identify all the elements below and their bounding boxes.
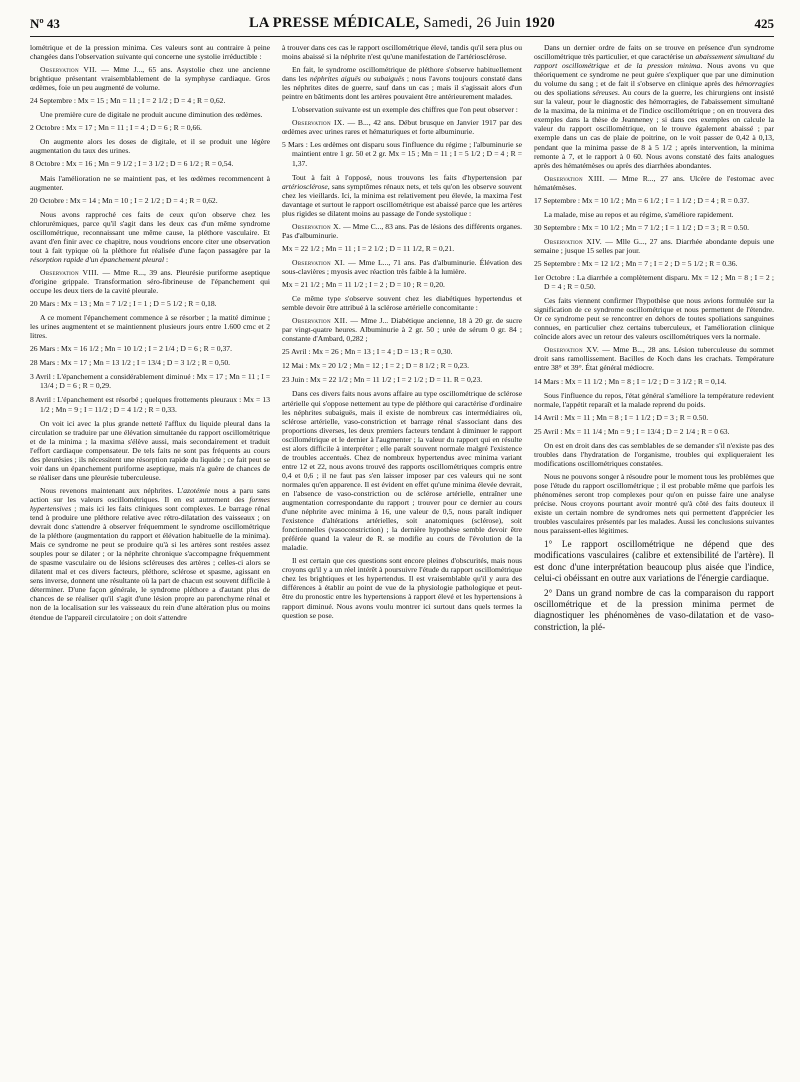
observation-title: Observation XIII.	[544, 173, 605, 183]
observation-title: Observation XIV.	[544, 236, 602, 246]
italic-run: résorption rapide d'un épanchement pleural	[30, 254, 165, 264]
measurement-line: Mx = 21 1/2 ; Mn = 11 1/2 ; I = 2 ; D = 10 ; R = 0,20.	[282, 280, 445, 290]
observation-text: — Mme L..., 71 ans. Pas d'albuminurie. Élévation des sous-clavières ; myosis avec réaction très faible à la lumière.	[282, 257, 522, 276]
italic-run: séreuses	[592, 88, 618, 98]
measurement-line: 25 Septembre : Mx = 12 1/2 ; Mn = 7 ; I = 2 ; D = 5 1/2 ; R = 0.36.	[534, 258, 738, 268]
paragraph	[534, 43, 774, 170]
paragraph: L'observation suivante est un exemple des chiffres que l'on peut observer :	[292, 105, 518, 115]
column-1	[30, 43, 270, 637]
observation-7	[30, 65, 270, 92]
paragraph: On voit ici avec la plus grande netteté l'afflux du liquide pleural dans la circulation se traduire par une élévation simultanée du rapport oscillométrique et de la minima ; la maxima s'élève aussi, mais secondairement et traduit l'effort cardiaque compensateur. De tels faits ne sont pas fréquents au cours des pleurésies ; ils nécessitent une résorption rapide du liquide ; ce fait peut se voir dans un épanchement puriforme aseptique, mais n'a guère de chances de se réaliser dans une pleurésie tuberculeuse.	[30, 418, 270, 482]
journal-name: LA PRESSE MÉDICALE,	[248, 15, 420, 31]
measurement-line: 25 Avril : Mx = 11 1/4 ; Mn = 9 ; I = 13/4 ; D = 2 1/4 ; R = 0 63.	[534, 426, 730, 436]
text-run: , sans symptômes rénaux nets, et tels qu'on les observe souvent chez les vieillards. Ici, la minima est relativement peu élevée, la maxima l'est davantage et surtout le rapport oscillométrique est abaissé parce que les artères plus rigides se dilatent moins au passage de l'onde systolique :	[282, 181, 522, 218]
measurement-line: 8 Octobre : Mx = 16 ; Mn = 9 1/2 ; I = 3 1/2 ; D = 6 1/2 ; R = 0,54.	[30, 159, 234, 169]
paragraph: à trouver dans ces cas le rapport oscillométrique élevé, tandis qu'il sera plus ou moins abaissé si la néphrite n'est qu'une manifestation de l'artériosclérose.	[282, 43, 522, 62]
italic-run: artériosclérose	[282, 181, 328, 191]
text-columns	[30, 43, 774, 637]
paragraph	[30, 210, 270, 264]
issue-number: Nº 43	[30, 16, 60, 31]
paragraph: Dans ces divers faits nous avons affaire au type oscillométrique de sclérose artérielle qui s'oppose nettement au type de pléthore qui caractérise d'ordinaire les néphrites subaiguës, mais il existe de nombreux cas intermédiaires où, sclérose artérielle, vaso-constriction et barrage rénal s'associant dans des proportions diverses, les deux premiers facteurs tendant à diminuer le rapport oscillométrique et le dernier à l'augmenter ; la valeur du rapport qui en résulte est alors difficile à interpréter ; elle paraît souvent normale malgré l'existence de troubles accentués. Chez de nombreux hypertendus avec minima variant entre 12 et 22, nous avons trouvé des rapports oscillométriques compris entre 0,4 et 0,6 ; il ne faut pas s'en laisser imposer par ces valeurs qui ne sont normales qu'en apparence. Il est évident en effet qu'une minima élevée devrait, en l'absence de vaso-constriction ou de sclérose artérielle, entraîner une augmentation correspondante du rapport ; trouver pour ce dernier au cours d'une néphrite avec minima à 16, une valeur de 0,5, nous paraît indiquer l'existence d'altérations artérielles, soit anatomiques (sclérose), soit fonctionnelles (vasoconstriction) ; la dernière hypothèse semble devoir être préférée quand la valeur de R. se modifie au cours de l'évolution de la maladie.	[282, 389, 522, 553]
measurement-line: 24 Septembre : Mx = 15 ; Mn = 11 ; I = 2 1/2 ; D = 4 ; R = 0,62.	[30, 96, 226, 106]
paragraph: Il est certain que ces questions sont encore pleines d'obscurités, mais nous croyons qu'il y a un réel intérêt à poursuivre l'étude du rapport oscillométrique chez les brightiques et les hypertendus. Il est vraisemblable qu'il y aura des différences à établir au point de vue de la physiologie pathologique et peut-être du pronostic entre les hypertensions à rapport élevé et les hypertensions à rapport diminué. Nous avons voulu montrer ici surtout dans quels termes la question se pose.	[282, 556, 522, 620]
conclusion-1: 1° Le rapport oscillométrique ne dépend que des modifications vasculaires (calibre et extensibilité de l'artère). Il est donc d'une interprétation beaucoup plus aisée que l'indice, celui-ci obéissant en outre aux variations de l'énergie cardiaque.	[534, 539, 774, 583]
text-run: Nous avons rapproché ces faits de ceux qu'on observe chez les chlorurémiques, parce qu'il s'agit dans les deux cas d'un même syndrome oscillométrique, reconnaissant une même cause, la pléthore vasculaire. Et avant d'en finir avec ce chapitre, nous voudrions encore citer une observation tout à fait typique où la pléthore fut réalisée d'une façon passagère par la	[30, 209, 270, 255]
text-run: nous a paru sans action sur les valeurs oscillométriques. Il en est autrement des	[30, 485, 270, 504]
paragraph: Nous ne pouvons songer à résoudre pour le moment tous les problèmes que pose l'étude du rapport oscillométrique ; il est probable même que parfois les phénomènes seront trop complexes pour qu'on en puisse faire une analyse précise. Nous croyons pourtant avoir montré qu'à côté des faits douteux il existe un certain nombre de syndromes nets qui permettent d'apprécier les troubles vasculaires présentés par les malades. Aussi les conclusions suivantes nous paraissent-elles légitimes.	[534, 471, 774, 536]
measurement-line: 3 Avril : L'épanchement a considérablement diminué : Mx = 17 ; Mn = 11 ; I = 13/4 ; D = 6 ; R = 0,29.	[30, 372, 270, 391]
paragraph: Une première cure de digitale ne produit aucune diminution des œdèmes.	[40, 110, 263, 120]
measurement-line: 20 Octobre : Mx = 14 ; Mn = 10 ; I = 2 1/2 ; D = 4 ; R = 0,62.	[30, 195, 218, 205]
paragraph: lométrique et de la pression minima. Ces valeurs sont au contraire à peine changées dans l'observation suivante qui concerne une systolie irréductible :	[30, 43, 270, 62]
paragraph: Mais l'amélioration ne se maintient pas, et les œdèmes recommencent à augmenter.	[30, 173, 270, 192]
measurement-line: 28 Mars : Mx = 17 ; Mn = 13 1/2 ; I = 13/4 ; D = 3 1/2 ; R = 0,50.	[30, 358, 231, 368]
observation-title: Observation XII.	[292, 316, 348, 326]
text-run: Dans un dernier ordre de faits on se trouve en présence d'un syndrome oscillométrique très particulier, et que caractérise un	[534, 43, 774, 62]
paragraph: A ce moment l'épanchement commence à se résorber ; la matité diminue ; les urines augmentent et se maintiennent plusieurs jours entre 1.600 cmc et 2 litres.	[30, 313, 270, 341]
text-run: . Nous avons vu que théoriquement ce syndrome ne peut guère s'expliquer que par une diminution du volume du sang ; et de fait il s'observe en clinique après des	[534, 61, 774, 89]
observation-text: — Mme R..., 27 ans. Ulcère de l'estomac avec hématémèses.	[534, 173, 774, 192]
paragraph: La malade, mise au repos et au régime, s'améliore rapidement.	[544, 209, 734, 219]
measurement-line: 25 Avril : Mx = 26 ; Mn = 13 ; I = 4 ; D = 13 ; R = 0,30.	[282, 347, 453, 357]
italic-run: azotémie	[183, 485, 211, 495]
text-run: :	[164, 254, 169, 264]
paragraph: On augmente alors les doses de digitale, et il se produit une légère augmentation du taux des urines.	[30, 137, 270, 156]
measurement-line: 30 Septembre : Mx = 10 1/2 ; Mn = 7 1/2 ; I = 1 1/2 ; D = 3 ; R = 0.50.	[534, 222, 750, 232]
observation-text: — Mme J..., 65 ans. Asystolie chez une ancienne brightique présentant vraisemblablement de la symphyse cardiaque. Gros œdèmes, foie un peu augmenté de volume.	[30, 65, 270, 93]
observation-title: Observation XV.	[544, 345, 600, 355]
text-run: En fait, le syndrome oscillométrique de pléthore s'observe habituellement dans les	[282, 65, 522, 84]
issue-year: 1920	[524, 15, 556, 31]
paragraph: Ce même type s'observe souvent chez les diabétiques hypertendus et semble devoir être attribué à la sclérose artérielle concomitante :	[282, 294, 522, 313]
text-run: ou des spoliations	[534, 88, 593, 98]
observation-title: Observation VIII.	[40, 267, 100, 277]
observation-12	[282, 316, 522, 343]
text-run: ; nous l'avons toujours constaté dans les néphrites dites de guerre, sauf dans un cas ; mais il s'agissait alors d'un peintre en bâtiments dont les artères pouvaient être antérieurement malades.	[282, 74, 522, 102]
italic-run: abaissement simultané du rapport oscillométrique et de la pression minima	[534, 52, 774, 71]
conclusion-2: 2° Dans un grand nombre de cas la comparaison du rapport oscillométrique et de la pression minima permet de diagnostiquer les phénomènes de vaso-dilatation et de vaso-constriction, la plé-	[534, 588, 774, 632]
italic-run: néphrites aiguës ou subaiguës	[309, 74, 405, 84]
text-run: Nous revenons maintenant aux néphrites. L'	[40, 485, 184, 495]
paragraph: On est en droit dans des cas semblables de se demander s'il n'existe pas des troubles dans l'hydratation de l'organisme, troubles qui expliqueraient les modifications oscillométriques constatées.	[534, 440, 774, 468]
column-2	[282, 43, 522, 637]
measurement-line: Mx = 22 1/2 ; Mn = 11 ; I = 2 1/2 ; D = 11 1/2, R = 0,21.	[282, 243, 455, 253]
paragraph: Ces faits viennent confirmer l'hypothèse que nous avions formulée sur la signification de ce syndrome oscillométrique et nous permettent de l'étendre. Or ce syndrome peut se rencontrer en dehors de toutes spoliations sanguines connues, en particulier chez certains tuberculeux, et l'amélioration clinique coïncide alors avec un retour des valeurs oscillométriques vers la normale.	[534, 296, 774, 342]
column-3	[534, 43, 774, 637]
page-header	[30, 14, 774, 37]
observation-text: — B..., 42 ans. Début brusque en Janvier 1917 par des œdèmes avec urines rares et hématuriques et forte albuminurie.	[282, 118, 522, 137]
measurement-line: 17 Septembre : Mx = 10 1/2 ; Mn = 6 1/2 ; I = 1 1/2 ; D = 4 ; R = 0.37.	[534, 195, 750, 205]
observation-15	[534, 345, 774, 372]
running-title	[30, 15, 774, 32]
text-run: . Au cours de la guerre, les chirurgiens ont insisté sur la valeur, pour le diagnostic des hémorragies, de l'abaissement simultané de la maxima, de la minima et de l'indice oscillométrique ; on en trouvera des exemples dans la thèse de Jeanneney ; si dans ces exemples on calcule la valeur du rapport oscillométrique, on le trouve également abaissé ; par exemple dans un cas de plaie de poitrine, on le voit passer de 0,42 à 0,13, pendant que la minima passe de 8 à 5 1/2 ; après intervention, la minima remonte à 7, et le rapport à 0 60. Nous avons constaté des faits analogues après des hématémèses ou après des diarrhées abondantes.	[534, 88, 774, 170]
paragraph: Sous l'influence du repos, l'état général s'améliore la température redevient normale, l'appétit reparaît et la malade reprend du poids.	[534, 390, 774, 409]
measurement-line: 20 Mars : Mx = 13 ; Mn = 7 1/2 ; I = 1 ; D = 5 1/2 ; R = 0,18.	[30, 299, 217, 309]
paragraph	[30, 486, 270, 622]
paragraph	[282, 173, 522, 218]
issue-date: Samedi, 26 Juin	[423, 15, 521, 31]
observation-title: Observation VII.	[40, 65, 97, 75]
observation-11	[282, 258, 522, 276]
measurement-line: 1er Octobre : La diarrhée a complètement disparu. Mx = 12 ; Mn = 8 ; I = 2 ; D = 4 ; R = 0.50.	[534, 273, 774, 292]
observation-9	[282, 118, 522, 136]
italic-run: formes hypertensives	[30, 494, 270, 513]
observation-text: — Mme J... Diabétique ancienne, 18 à 20 gr. de sucre par vingt-quatre heures. Albuminurie à 2 gr. 50 ; urée de sérum 0 gr. 84 ; constante d'Ambard, 0,282 ;	[282, 316, 522, 344]
measurement-line: 5 Mars : Les œdèmes ont disparu sous l'influence du régime ; l'albuminurie se maintient entre 1 gr. 50 et 2 gr. Mx = 15 ; Mn = 11 ; I = 5 1/2 ; D = 4 ; R = 1,37.	[282, 140, 522, 168]
measurement-line: 2 Octobre : Mx = 17 ; Mn = 11 ; I = 4 ; D = 6 ; R = 0,66.	[30, 123, 202, 133]
observation-title: Observation IX.	[292, 118, 345, 128]
observation-title: Observation X.	[292, 221, 342, 231]
observation-8	[30, 268, 270, 295]
paragraph	[282, 65, 522, 101]
observation-10	[282, 222, 522, 240]
text-run: ; mais ici les faits cliniques sont complexes. Le barrage rénal tend à produire une pléthore relative avec rétro-dilatation des vaisseaux ; on devrait donc s'attendre à observer fréquemment le syndrome oscillométrique de la pléthore (augmentation du rapport et élévation habituelle de la minima). Mais ce syndrome ne peut se produire qu'à si les artères sont restées assez souples pour se dilater ; or la néphrite chronique s'accompagne fréquemment de spasme vasculaire ou de lésions scléreuses des artères ; celles-ci alors se dilatent mal et ces divers facteurs, pléthore, sclérose et spasme, agissant en sens inverse, donnent une résultante où la part de chacun est souvent difficile à déterminer. D'une façon générale, le syndrome pléthore a d'autant plus de chances de se réaliser qu'il s'agit d'une lésion propre au parenchyme rénal et non de la localisation sur les vaisseaux du rein d'une altération plus ou moins étendue de l'appareil circulatoire ; on doit s'attendre	[30, 503, 270, 622]
measurement-line: 8 Avril : L'épanchement est résorbé ; quelques frottements pleuraux : Mx = 13 1/2 ; Mn = 9 ; I = 11/2 ; D = 4 1/2 ; R = 0,33.	[30, 395, 270, 414]
observation-text: — Mme R..., 39 ans. Pleurésie puriforme aseptique d'origine grippale. Transformation séro-fibrineuse de l'épanchement qui occupe les deux tiers de la cavité pleurale.	[30, 267, 270, 296]
observation-14	[534, 237, 774, 255]
observation-text: — Mlle G..., 27 ans. Diarrhée abondante depuis une semaine ; jusque 15 selles par jour.	[534, 236, 774, 255]
measurement-line: 14 Mars : Mx = 11 1/2 ; Mn = 8 ; I = 1/2 ; D = 3 1/2 ; R = 0,14.	[534, 376, 727, 386]
observation-title: Observation XI.	[292, 257, 346, 267]
measurement-line: 12 Mai : Mx = 20 1/2 ; Mn = 12 ; I = 2 ; D = 8 1/2 ; R = 0,23.	[282, 361, 470, 371]
observation-13	[534, 174, 774, 192]
measurement-line: 23 Juin : Mx = 22 1/2 ; Mn = 11 1/2 ; I = 2 1/2 ; D = 11. R = 0,23.	[282, 375, 483, 385]
measurement-line: 26 Mars : Mx = 16 1/2 ; Mn = 10 1/2 ; I = 2 1/4 ; D = 6 ; R = 0,37.	[30, 344, 232, 354]
observation-text: — Mme B..., 28 ans. Lésion tuberculeuse du sommet droit sans ramollissement. Bacilles de Koch dans les crachats. Température entre 38° et 39°. État général médiocre.	[534, 345, 774, 373]
observation-text: — Mme C..., 83 ans. Pas de lésions des différents organes. Pas d'albuminurie.	[282, 221, 522, 240]
text-run: Tout à fait à l'opposé, nous trouvons les faits d'hypertension par	[292, 172, 522, 182]
measurement-line: 14 Avril : Mx = 11 ; Mn = 8 ; I = 1 1/2 ; D = 3 ; R = 0.50.	[534, 412, 709, 422]
page-number: 425	[754, 16, 774, 31]
italic-run: hémorragies	[735, 79, 774, 89]
